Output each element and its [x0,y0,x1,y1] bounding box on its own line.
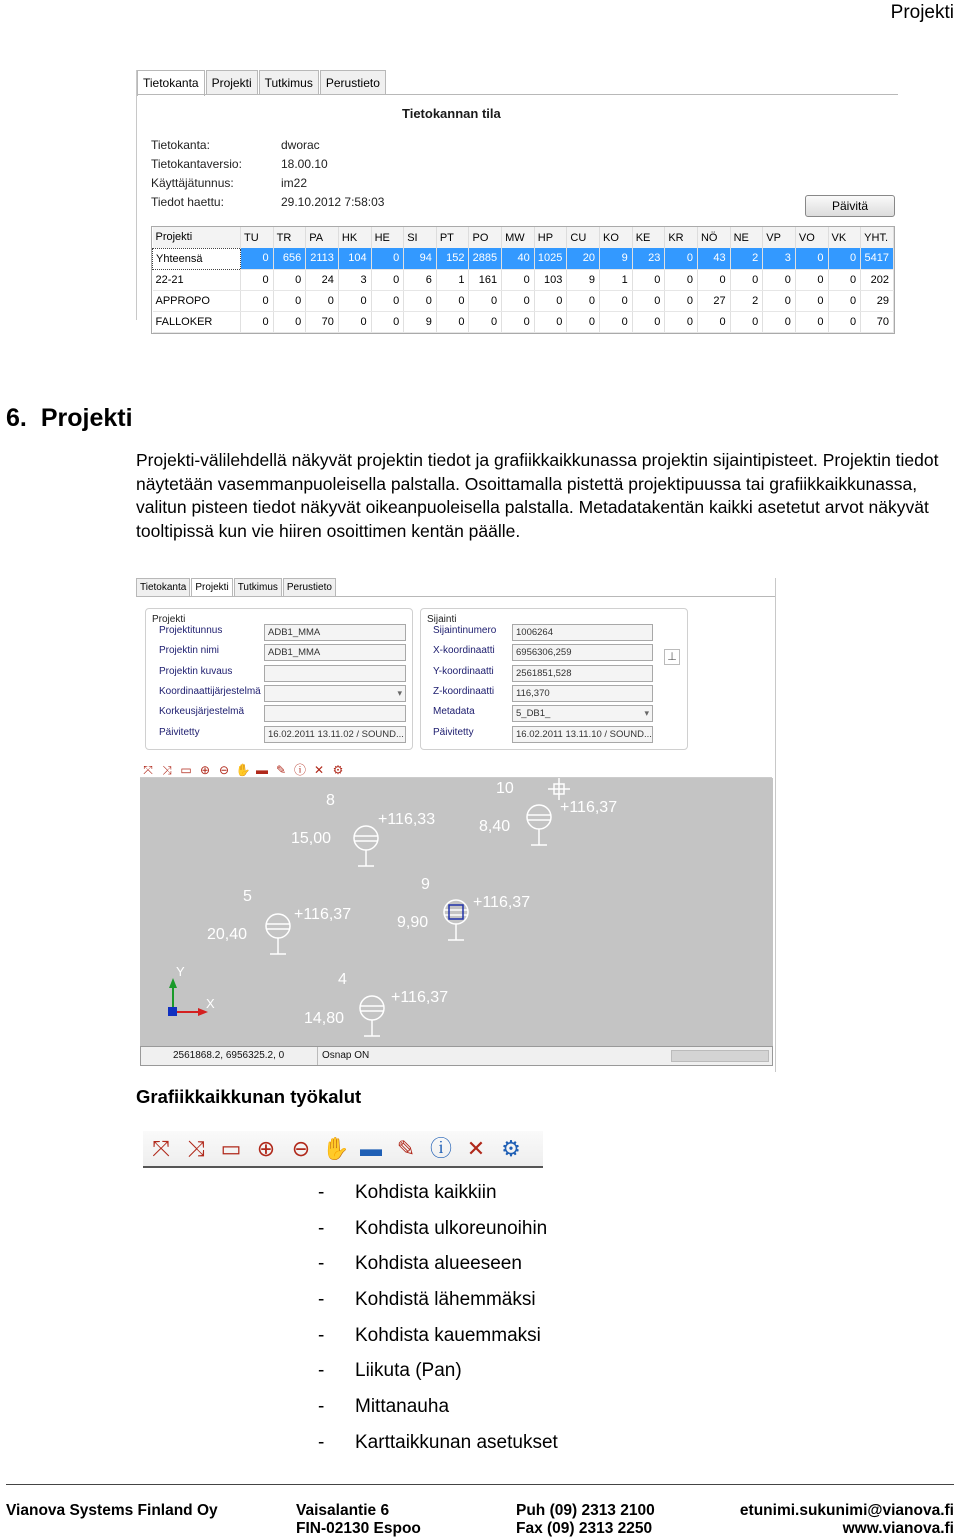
settings-icon[interactable]: ⚙ [332,763,344,777]
column-header[interactable]: VO [795,227,828,248]
graphics-canvas[interactable] [140,778,773,1046]
point-depth: 8,40 [479,818,511,835]
list-item: - Kohdista kauemmaksi [318,1324,541,1346]
point-id: 4 [338,971,347,988]
column-header[interactable]: KE [632,227,665,248]
point-symbols [140,778,773,1046]
table-cell: 0 [600,311,633,332]
edit-metadata-icon[interactable]: ⊥ [664,649,680,665]
table-cell: 3 [338,269,371,290]
field-value[interactable]: 1006264 [512,624,653,641]
tab-tietokanta[interactable]: Tietokanta [136,578,190,596]
tab-projekti[interactable]: Projekti [191,578,232,597]
field-value[interactable]: 2561851,528 [512,665,653,682]
coordinate-readout: 2561868.2, 6956325.2, 0 [173,1050,285,1061]
cross-icon[interactable]: ✕ [313,763,325,777]
field-value[interactable]: 116,370 [512,685,653,702]
table-cell: 0 [828,248,861,269]
zoom-outer-icon[interactable]: ⤨ [187,1135,205,1161]
table-cell: 0 [632,311,665,332]
footer-address: Vaisalantie 6 FIN-02130 Espoo [296,1502,421,1537]
list-item: - Kohdistä lähemmäksi [318,1289,536,1311]
table-cell: 0 [828,269,861,290]
column-header[interactable]: TU [241,227,274,248]
column-header[interactable]: HP [534,227,567,248]
field-label: Sijaintinumero [433,625,497,636]
table-cell: 0 [338,290,371,311]
table-cell: 1 [600,269,633,290]
table-cell: 0 [338,311,371,332]
table-cell: 0 [828,311,861,332]
table-cell: FALLOKER [153,311,241,332]
table-cell: 94 [404,248,437,269]
point-z: +116,37 [473,894,531,911]
column-header[interactable]: VK [828,227,861,248]
axis-gizmo [168,978,208,1016]
list-item: - Kohdista ulkoreunoihin [318,1217,548,1239]
field-value[interactable]: 6956306,259 [512,644,653,661]
tab-tutkimus[interactable]: Tutkimus [259,70,319,94]
table-cell: 0 [241,290,274,311]
refresh-button[interactable]: Päivitä [805,195,895,217]
column-header[interactable]: HE [371,227,404,248]
list-item: - Kohdista alueeseen [318,1253,522,1275]
table-cell: 656 [273,248,306,269]
table-cell: 2 [730,290,763,311]
table-cell: 0 [763,269,796,290]
table-cell: 22-21 [153,269,241,290]
table-cell: 0 [534,311,567,332]
table-cell: 24 [306,269,339,290]
table-cell: 0 [795,248,828,269]
point-id: 8 [326,792,335,809]
table-cell: 0 [795,290,828,311]
table-cell: 104 [338,248,371,269]
point-z: +116,37 [560,799,618,816]
table-cell: 0 [371,311,404,332]
table-cell: 2 [730,248,763,269]
info-icon[interactable]: ⓘ [293,763,306,777]
table-cell: 9 [567,269,600,290]
table-cell: 2113 [306,248,339,269]
graphics-toolbar [140,762,772,778]
osnap-status[interactable]: Osnap ON [317,1047,369,1065]
table-cell: 0 [795,269,828,290]
footer-phone: Puh (09) 2313 2100 Fax (09) 2313 2250 [516,1502,655,1537]
table-cell: 40 [502,248,535,269]
list-item: - Liikuta (Pan) [318,1360,462,1382]
table-header [153,227,894,248]
zoom-in-icon[interactable]: ⊕ [199,763,211,777]
list-item: - Karttaikkunan asetukset [318,1431,558,1453]
table-cell: 0 [241,248,274,269]
point-id: 10 [496,780,514,797]
field-label: Korkeusjärjestelmä [159,706,245,718]
projekti-group: Projekti [145,608,413,750]
list-item: - Mittanauha [318,1396,450,1418]
table-cell: 1 [436,269,469,290]
table-cell: 0 [828,290,861,311]
table-cell: 27 [697,290,730,311]
table-cell: 0 [436,290,469,311]
table-cell: 152 [436,248,469,269]
table-cell: 43 [697,248,730,269]
table-row[interactable] [153,311,894,332]
footer-divider [6,1484,954,1485]
sijainti-group: Sijainti [420,608,688,750]
progress-area [671,1050,769,1062]
field-value[interactable]: 16.02.2011 13.11.10 / SOUND... [512,726,653,743]
field-value[interactable] [264,705,406,722]
table-cell: 9 [404,311,437,332]
zoom-out-icon[interactable]: ⊖ [218,763,230,777]
field-label: X-koordinaatti [433,645,495,657]
table-cell: 0 [730,269,763,290]
field-value[interactable]: 16.02.2011 13.11.02 / SOUND... [264,726,406,743]
table-cell: 0 [534,290,567,311]
table-cell: 0 [241,311,274,332]
footer-contact: etunimi.sukunimi@vianova.fi www.vianova.fi [739,1502,954,1537]
table-cell: 0 [730,311,763,332]
tab-bar [137,70,387,94]
y-axis-label: Y [176,964,185,979]
footer-company: Vianova Systems Finland Oy [6,1502,218,1519]
tools-toolbar [143,1131,543,1168]
point-depth: 15,00 [291,830,332,847]
tab-bar [136,578,337,602]
info-row: Käyttäjätunnus: im22 [151,176,308,190]
list-item: - Kohdista kaikkiin [318,1182,497,1203]
table-cell: 70 [306,311,339,332]
column-header[interactable]: MW [502,227,535,248]
zoom-in-icon[interactable]: ⊕ [256,1135,276,1161]
zoom-outer-icon[interactable]: ⤨ [162,763,172,777]
tool-list [318,1180,558,1466]
table-cell: 0 [502,311,535,332]
page-header: Projekti [890,2,954,23]
tab-tietokanta[interactable]: Tietokanta [137,70,205,96]
zoom-out-icon[interactable]: ⊖ [291,1135,311,1161]
pan-hand-icon[interactable]: ✋ [235,763,251,777]
table-cell: 0 [567,290,600,311]
point-depth: 9,90 [397,914,429,931]
table-cell: 0 [502,269,535,290]
section-heading: 6. Projekti [6,404,133,432]
settings-icon[interactable]: ⚙ [501,1135,521,1161]
table-cell: 29 [861,290,894,311]
field-value[interactable]: ADB1_MMA [264,644,406,661]
info-row: Tietokanta: dworac [151,138,320,152]
table-cell: 0 [665,269,698,290]
status-bar [140,1046,773,1066]
column-header[interactable]: PA [306,227,339,248]
table-row[interactable] [153,269,894,290]
column-header[interactable]: TR [273,227,306,248]
info-row: Tiedot haettu: 29.10.2012 7:58:03 [151,195,385,209]
table-cell: 0 [371,269,404,290]
zoom-window-icon[interactable]: ▭ [220,1135,242,1161]
column-header[interactable]: PO [469,227,502,248]
field-label: Metadata [433,706,475,718]
info-icon[interactable]: ⓘ [429,1135,452,1161]
table-cell: 0 [404,290,437,311]
table-cell: 0 [241,269,274,290]
tape-measure-icon[interactable]: ▬ [360,1135,382,1161]
table-cell: 0 [567,311,600,332]
table-cell: 0 [273,290,306,311]
table-cell: APPROPO [153,290,241,311]
info-row: Tietokantaversio: 18.00.10 [151,157,328,171]
field-value[interactable] [264,685,406,702]
field-label: Z-koordinaatti [433,685,495,697]
table-cell: 0 [273,269,306,290]
field-value[interactable] [264,665,406,682]
field-label: Projektin kuvaus [159,665,233,677]
column-header[interactable]: Projekti [153,227,241,248]
point-depth: 20,40 [207,926,248,943]
table-cell: 0 [273,311,306,332]
table-cell: 161 [469,269,502,290]
table-cell: 0 [469,311,502,332]
tape-measure-icon[interactable]: ▬ [256,763,268,777]
table-cell: 20 [567,248,600,269]
table-cell: 0 [665,311,698,332]
table-cell: 0 [502,290,535,311]
x-axis-label: X [206,996,215,1011]
table-cell: 0 [763,290,796,311]
table-cell: 0 [795,311,828,332]
table-cell: 1025 [534,248,567,269]
tab-tutkimus[interactable]: Tutkimus [234,578,282,596]
field-label: Y-koordinaatti [433,665,494,677]
point-depth: 14,80 [304,1010,345,1027]
field-label: Päivitetty [433,726,474,738]
table-cell: 9 [600,248,633,269]
point-z: +116,37 [391,989,449,1006]
column-header[interactable]: PT [436,227,469,248]
table-cell: 0 [371,248,404,269]
table-cell: 103 [534,269,567,290]
table-cell: 2885 [469,248,502,269]
brush-icon[interactable]: ✎ [396,1135,416,1161]
table-cell: 6 [404,269,437,290]
table-cell: 3 [763,248,796,269]
table-cell: 0 [436,311,469,332]
table-cell: 0 [600,290,633,311]
table-row[interactable] [153,248,894,269]
field-label: Projektin nimi [159,645,220,657]
tools-heading: Grafiikkaikkunan työkalut [136,1086,362,1107]
tab-perustieto[interactable]: Perustieto [320,70,386,94]
field-label: Koordinaattijärjestelmä [159,685,261,697]
tab-perustieto[interactable]: Perustieto [283,578,336,596]
table-cell: 70 [861,311,894,332]
field-value[interactable]: 5_DB1_ ▾ [512,705,653,722]
table-row[interactable] [153,290,894,311]
point-id: 9 [421,876,430,893]
column-header[interactable]: YHT. [861,227,894,248]
project-summary-table [151,226,895,334]
table-cell: 23 [632,248,665,269]
table-cell: 0 [469,290,502,311]
point-z: +116,33 [378,811,436,828]
column-header[interactable]: HK [338,227,371,248]
table-cell: 0 [306,290,339,311]
table-cell: 0 [665,248,698,269]
field-label: Projektitunnus [159,625,223,636]
table-cell: 5417 [861,248,894,269]
tab-projekti[interactable]: Projekti [206,70,258,94]
table-cell: 0 [697,311,730,332]
table-cell: Yhteensä [153,248,241,269]
project-tab-screenshot [136,578,776,1072]
pan-hand-icon[interactable]: ✋ [322,1135,350,1161]
column-header[interactable]: SI [404,227,437,248]
zoom-window-icon[interactable]: ▭ [180,763,192,777]
zoom-extents-icon[interactable]: ⤧ [152,1135,170,1161]
section-paragraph: Projekti-välilehdellä näkyvät projektin tiedot ja grafiikkaikkunassa projektin sijaintipisteet. Projektin tiedot näytetään vasemmanpuoleisella palstalla. Osoittamalla pistettä projektipuussa tai grafiikkaikkunassa, valitun pisteen tiedot näkyvät oikeanpuoleisella palstalla. Metadatakentän kaikki asetetut arvot näkyvät tooltipissä kun vie hiiren osoittimen kentän päälle. [136,450,939,541]
column-header[interactable]: VP [763,227,796,248]
table-cell: 0 [697,269,730,290]
zoom-extents-icon[interactable]: ⤧ [143,763,153,777]
table-cell: 0 [665,290,698,311]
column-header[interactable]: CU [567,227,600,248]
cross-icon[interactable]: ✕ [466,1135,486,1161]
table-cell: 202 [861,269,894,290]
table-cell: 0 [632,290,665,311]
database-status-screenshot [136,70,898,328]
field-label: Päivitetty [159,726,200,738]
column-header[interactable]: NÖ [697,227,730,248]
column-header[interactable]: KR [665,227,698,248]
point-z: +116,37 [294,906,352,923]
table-cell: 0 [763,311,796,332]
point-id: 5 [243,888,252,905]
field-value[interactable]: ADB1_MMA [264,624,406,641]
panel-title: Tietokannan tila [402,106,501,121]
column-header[interactable]: NE [730,227,763,248]
table-cell: 0 [371,290,404,311]
brush-icon[interactable]: ✎ [275,763,287,777]
column-header[interactable]: KO [600,227,633,248]
table-cell: 0 [632,269,665,290]
